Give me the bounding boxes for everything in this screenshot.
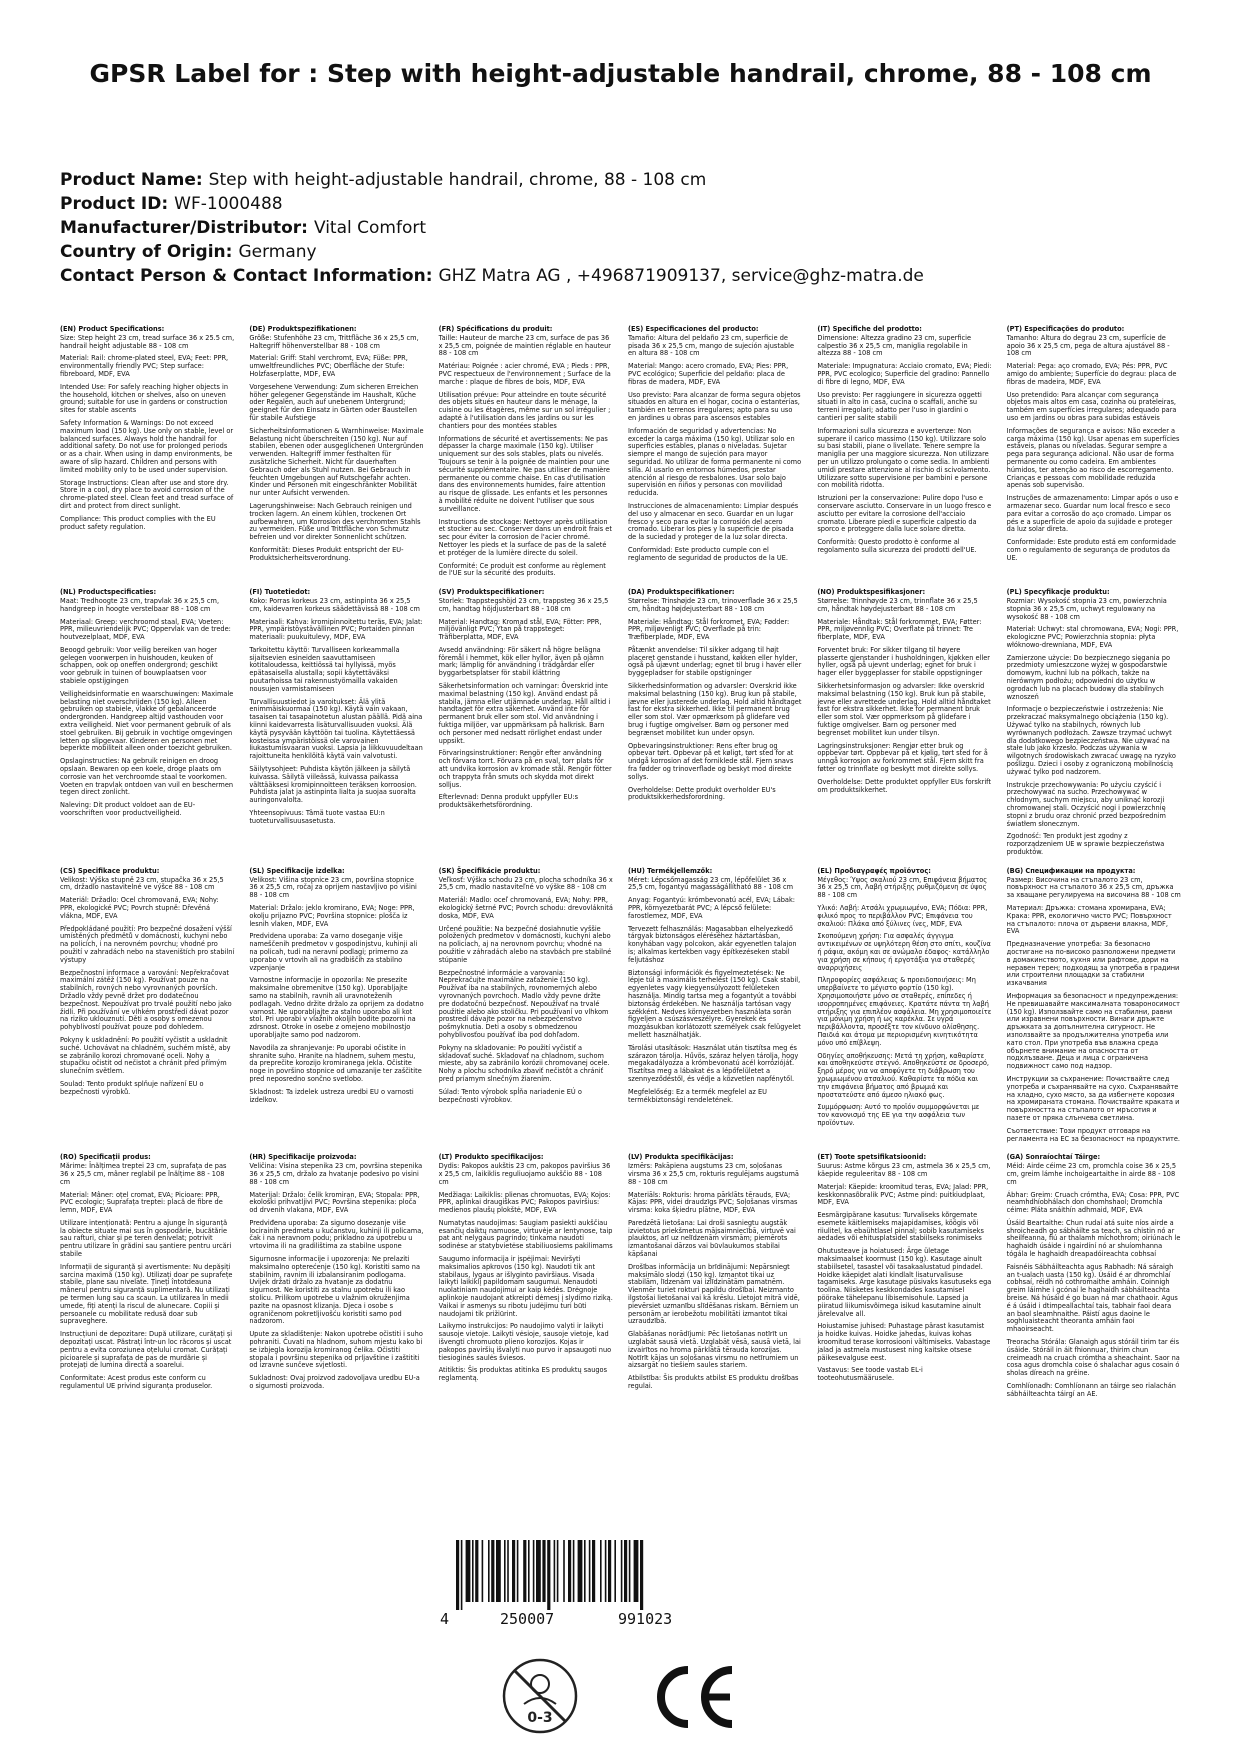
section-paragraph: Συμμόρφωση: Αυτό το προϊόν συμμορφώνεται με τον κανονισμό της ΕΕ για την ασφάλεια των προϊόντων.: [817, 1103, 980, 1127]
spec-section: [1007, 326, 1181, 583]
barcode-bar: [491, 1540, 494, 1602]
barcode-bar: [523, 1540, 526, 1602]
section-paragraph: Instrukcje przechowywania: Po użyciu czyścić i przechowywać na sucho. Przechowywać w chłodnym, suchym miejscu, aby uniknąć korozji chromowanej stali. Oczyścić nogi i powierzchnię stopni z brudu oraz chronić przed bezpośrednim światłem słonecznym.: [1006, 780, 1166, 828]
section-paragraph: Saugumo informacija ir įspėjimai: Neviršyti maksimalios apkrovos (150 kg). Naudoti tik ant stabilaus, lygaus ar išlyginto paviršiaus. Visada laikyti laikiklį papildomam saugumui. Nenaudoti nuolatiniam naudojimui ar kaip kėdės. Drėgnoje aplinkoje naudojant atkreipti dėmesį į slydimo riziką. Vaikai ir asmenys su ribotu judėjimu turi būti naudojami tik prižiūrint.: [438, 1255, 613, 1318]
section-paragraph: Utilisation prévue: Pour atteindre en toute sécurité des objets situés en hauteur dans le ménage, la cuisine ou les étagères, même sur un sol irrégulier ; adapté à l'utilisation dans les jardins ou sur les chantiers pour des montées stables: [438, 390, 611, 430]
section-paragraph: Faisnéis Sábháilteachta agus Rabhadh: Ná sáraigh an t-ualach uasta (150 kg). Úsáid é ar dhromchlaí cobhsaí, réidh nó cothromaithe amháin. Coinnigh greim láimhe i gcónaí le haghaidh sábháilteachta breise. Ná húsáid é go buan ná mar chathaoir. Agus é á úsáid i dtimpeallachtaí tais, tabhair faoi deara an baol sleamhnaithe. Páistí agus daoine le soghluaisteacht theoranta amháin faoi mhaoirseacht.: [1006, 1262, 1178, 1334]
section-paragraph: Anyag: Fogantyú: krómbevonatú acél, EVA; Lábak: PPR, környezetbarát PVC; A lépcső felülete: farostlemez, MDF, EVA: [627, 896, 796, 920]
info-value: WF-1000488: [174, 194, 283, 214]
barcode-bar: [482, 1540, 484, 1602]
section-paragraph: Tervezett felhasználás: Magasabban elhelyezkedő tárgyak biztonságos eléréséhez háztartásban, konyhában vagy polcokon, akár egyenetlen talajon is; alkalmas kertekben vagy építkezéseken stabil feljutáshoz: [627, 924, 797, 964]
section-paragraph: Velikost: Výška stupně 23 cm, stupačka 36 x 25,5 cm, držadlo nastavitelné ve výšce 88 - 108 cm: [60, 875, 224, 892]
section-paragraph: Utilizare intenționată: Pentru a ajunge în siguranță la obiecte situate mai sus în gospodărie, bucătărie sau rafturi, chiar și pe teren denivelat; potrivit pentru utilizare în grădini sau șantiere pentru urcări stabile: [60, 1218, 232, 1259]
spec-section: [628, 589, 802, 862]
section-heading: (SV) Produktspecifikationer:: [438, 588, 545, 597]
section-heading: (FR) Spécifications du produit:: [438, 325, 553, 333]
section-paragraph: Predvidena uporaba: Za varno doseganje višje nameščenih predmetov v gospodinjstvu, kuhinji ali na policah, tudi na neravni podlagi; primerno za uporabo v vrtovih ali na gradbiščih za stabilno vzpenjanje: [249, 932, 418, 972]
section-paragraph: Drošības informācija un brīdinājumi: Nepārsniegt maksimālo slodzi (150 kg). Izmantot tikai uz stabilām, līdzenām vai izlīdzinātām pamatnēm. Vienmēr turiet rokturi papildu drošībai. Neizmanto ilgstošai lietošanai vai kā krēslu. Lietojot mitrā vidē, pievērsiet uzmanību slīdēšanas riskam. Bērniem un personām ar ierobežotu mobilitāti izmantot tikai uzraudzībā.: [627, 1262, 800, 1326]
section-paragraph: Informații de siguranță și avertismente: Nu depășiți sarcina maximă (150 kg). Utilizați doar pe suprafețe stabile, plane sau nivelate. Țineți întotdeauna mânerul pentru siguranță suplimentară. Nu utilizați pe termen lung sau ca scaun. La utilizarea în medii umede, fiți atenți la riscul de alunecare. Copiii și persoanele cu mobilitate redusă doar sub supraveghere.: [60, 1262, 233, 1326]
age-0-3-warning-icon: [500, 1656, 580, 1736]
section-paragraph: Material: Pega: aço cromado, EVA; Pés: PPR, PVC amigo do ambiente; Superfície do degrau: placa de fibras de madeira, MDF, EVA: [1006, 362, 1177, 386]
section-paragraph: Matériau: Poignée : acier chromé, EVA ; Pieds : PPR, PVC respectueux de l'environnement ; Surface de la marche : plaque de fibres de bois, MDF, EVA: [438, 362, 611, 386]
section-heading: (EL) Προδιαγραφές προϊόντος:: [817, 866, 931, 875]
language-sections: [60, 326, 1181, 1530]
section-heading: (LT) Produkto specifikacijos:: [438, 1153, 544, 1162]
info-label: Country of Origin:: [60, 242, 233, 262]
section-paragraph: Съответствие: Този продукт отговаря на регламента на ЕС за безопасност на продуктите.: [1006, 1126, 1180, 1143]
section-paragraph: Veľkosť: Výška schodu 23 cm, plocha schodníka 36 x 25,5 cm, madlo nastaviteľné vo výške 88 - 108 cm: [438, 875, 613, 892]
section-paragraph: Μέγεθος: Ύψος σκαλιού 23 cm, Επιφάνεια βήματος 36 x 25,5 cm, Λαβή στήριξης ρυθμιζόμενη σε ύψος 88 - 108 cm: [817, 875, 988, 900]
section-paragraph: Bezpečnostné informácie a varovania: Neprekračujte maximálne zaťaženie (150 kg). Používať iba na stabilných, rovnomerných alebo vyrovnaných povrchoch. Madlo vždy pevne držte pre dodatočnú bezpečnosť. Nepoužívať na trvalé použitie alebo ako stoličku. Pri používaní vo vlhkom prostredí dávajte pozor na nebezpečenstvo pošmyknutia. Deti a osoby s obmedzenou pohyblivosťou používať iba pod dohľadom.: [438, 968, 609, 1039]
section-paragraph: Οδηγίες αποθήκευσης: Μετά τη χρήση, καθαρίστε και αποθηκεύστε στεγνό. Αποθηκεύστε σε δροσερό, ξηρό μέρος για να αποφύγετε τη διάβρωση του χρωμιωμένου ατσαλιού. Καθαρίστε τα πόδια και την επιφάνεια βήματος από βρωμιά και προστατεύστε από άμεσο ηλιακό φως.: [817, 1051, 990, 1099]
section-paragraph: Ábhar: Greim: Cruach crómtha, EVA; Cosa: PPR, PVC neamhdhíobhálach don chomhshaol; Dromchla céime: Pláta snáithín adhmaid, MDF, EVA: [1006, 1190, 1180, 1215]
section-paragraph: Tamaño: Altura del peldaño 23 cm, superficie de pisada 36 x 25,5 cm, mango de sujeción ajustable en altura 88 - 108 cm: [627, 333, 795, 358]
section-heading: (HU) Termékjellemzők:: [627, 866, 713, 875]
info-value: Vital Comfort: [313, 218, 426, 238]
section-paragraph: Instructions de stockage: Nettoyer après utilisation et stocker au sec. Conserver dans un endroit frais et sec pour éviter la corrosion de l'acier chromé. Nettoyer les pieds et la surface de pas de la saleté et protéger de la lumière directe du soleil.: [438, 517, 612, 557]
section-paragraph: Biztonsági információk és figyelmeztetések: Ne lépje túl a maximális terhelést (150 kg). Csak stabil, egyenletes vagy kiegyensúlyozott felületeken használja. Mindig tartsa meg a fogantyút a további biztonság érdekében. Ne használja tartósan vagy székként. Nedves környezetben használata során figyeljen a csúszásveszélyre. Gyerekek és mozgásukban korlátozott személyek csak felügyelet mellett használhatják.: [627, 968, 801, 1039]
section-paragraph: Hoiustamise juhised: Puhastage pärast kasutamist ja hoidke kuivas. Hoidke jahedas, kuivas kohas kroomitud terase korrosiooni vältimiseks. Vabastage jalad ja astmela mustusest ning kaitske otsese päikesevalguse eest.: [817, 1322, 991, 1362]
barcode-bar: [488, 1540, 490, 1602]
section-paragraph: Glabāšanas norādījumi: Pēc lietošanas notīrīt un uzglabāt sausā vietā. Uzglabāt vēsā, sausā vietā, lai izvairītos no hroma pārklātā tērauda korozijas. Notīrīt kājas un soļošanas virsmu no netīrumiem un aizsargāt no tiešiem saules stariem.: [627, 1330, 801, 1370]
section-paragraph: Dimensione: Altezza gradino 23 cm, superficie calpestio 36 x 25,5 cm, maniglia regolabile in altezza 88 - 108 cm: [817, 333, 972, 358]
section-paragraph: Informacje o bezpieczeństwie i ostrzeżenia: Nie przekraczać maksymalnego obciążenia (150 kg). Używać tylko na stabilnych, równych lub wyrównanych podłożach. Zawsze trzymać uchwyt dla dodatkowego bezpieczeństwa. Nie używać na stałe lub jako krzesło. Podczas używania w wilgotnych środowiskach zwracać uwagę na ryzyko poślizgu. Dzieci i osoby z ograniczoną mobilnością używać tylko pod nadzorem.: [1006, 705, 1176, 776]
section-paragraph: Materiale: Håndtag: Stål forkromet, EVA; Fødder: PPR, miljøvenligt PVC; Overflade på trin: Træfiberplade, MDF, EVA: [627, 617, 790, 642]
section-paragraph: Zgodność: Ten produkt jest zgodny z rozporządzeniem UE w sprawie bezpieczeństwa produktów.: [1006, 832, 1165, 857]
section-paragraph: Información de seguridad y advertencias: No exceder la carga máxima (150 kg). Utilizar solo en superficies estables, planas o niveladas. Sujetar siempre el mango de sujeción para mayor seguridad. No utilizar de forma permanente ni como silla. Al usarlo en entornos húmedos, prestar atención al riesgo de resbalones. Usar solo bajo supervisión en niños y personas con movilidad reducida.: [627, 426, 802, 498]
section-paragraph: Méret: Lépcsőmagasság 23 cm, lépőfelület 36 x 25,5 cm, fogantyú magasságállítható 88 - 108 cm: [627, 875, 794, 892]
section-paragraph: Medžiaga: Laikiklis: plienas chromuotas, EVA; Kojos: PPR, aplinkai draugiškas PVC; Pakopos paviršius: medienos plaušų plokštė, MDF, EVA: [438, 1190, 611, 1215]
section-paragraph: Størrelse: Trinnhøyde 23 cm, trinnflate 36 x 25,5 cm, håndtak høydejusterbart 88 - 108 cm: [817, 596, 978, 613]
section-paragraph: Avsedd användning: För säkert nå högre belägna föremål i hemmet, kök eller hyllor, även på ojämn mark; lämplig för användning i trädgårdar eller byggarbetsplatser för stabil klättring: [438, 645, 604, 678]
barcode-bar: [547, 1540, 550, 1610]
section-paragraph: Maat: Tredhoogte 23 cm, trapvlak 36 x 25,5 cm, handgreep in hoogte verstelbaar 88 - 108 cm: [60, 596, 220, 613]
section-paragraph: Υλικό: Λαβή: Ατσάλι χρωμιωμένο, EVA; Πόδια: PPR, φιλικό προς το περιβάλλον PVC; Επιφάνεια του σκαλιού: Πλάκα από ξύλινες ίνες, MDF, EVA: [817, 904, 988, 928]
barcode-bar: [504, 1540, 506, 1602]
section-paragraph: Eesmärgipärane kasutus: Turvaliseks kõrgemate esemete käitlemiseks majapidamises, köögis või riiulitel, ka ebaühtlasel pinnal; sobib kasutamiseks aedades või ehitusplatsidel stabiilseks ronimiseks: [817, 1211, 984, 1243]
barcode-bar: [466, 1540, 471, 1602]
section-paragraph: Materiāls: Rokturis: hroma pārklāts tērauds, EVA; Kājas: PPR, videi draudzīgs PVC; Soļošanas virsmas virsma: koka šķiedru plātne, MDF, EVA: [627, 1190, 798, 1215]
section-paragraph: Předpokládané použití: Pro bezpečné dosažení výšší umístěných předmětů v domácnosti, kuchyni nebo na policích, i na nerovném povrchu; vhodné pro použití v zahradách nebo na staveništích pro stabilní výstupy: [60, 924, 235, 964]
section-paragraph: Material: Mâner: oțel cromat, EVA; Picioare: PPR, PVC ecologic; Suprafața treptei: placă de fibre de lemn, MDF, EVA: [60, 1190, 223, 1215]
section-paragraph: Atbilstība: Šis produkts atbilst ES produktu drošības regulai.: [627, 1374, 799, 1391]
section-paragraph: Materjal: Käepide: kroomitud teras, EVA; Jalad: PPR, keskkonnasõbralik PVC; Astme pind: puitkiudplaat, MDF, EVA: [817, 1182, 989, 1207]
barcode-bar: [584, 1540, 586, 1602]
section-paragraph: Tamanho: Altura do degrau 23 cm, superfície de apoio 36 x 25,5 cm, pega de altura ajustável 88 - 108 cm: [1006, 333, 1170, 358]
product-name-row: [60, 168, 1181, 192]
section-paragraph: Upute za skladištenje: Nakon upotrebe očistiti i suho pohraniti. Čuvati na hladnom, suhom mjestu kako bi se izbjegla korozija kromiranog čelika. Očistiti stopala i površinu stepenika od prljavštine i zaštititi od izravne sunčeve svjetlosti.: [249, 1330, 423, 1370]
section-paragraph: Förvaringsinstruktioner: Rengör efter användning och förvara torrt. Förvara på en sval, torr plats för att undvika korrosion av kromade stål. Rengör fötter och trappyta från smuts och skydda mot direkt solljus.: [438, 749, 612, 789]
section-paragraph: Информация за безопасност и предупреждения: Не превишавайте максималната товароносимост (150 kg). Използвайте само на стабилни, равни или изравнени повърхности. Винаги дръжте дръжката за допълнителна сигурност. Не използвайте за продължителна употреба или като стол. При употреба във влажна среда обърнете внимание на опасността от подхлъзване. Деца и лица с ограничена подвижност само под надзор.: [1006, 991, 1180, 1071]
section-paragraph: Storage Instructions: Clean after use and store dry. Store in a cool, dry place to avoid corrosion of the chrome-plated steel. Clean feet and tread surface of dirt and protect from direct sunlight.: [60, 478, 234, 510]
barcode-bar: [557, 1540, 559, 1602]
spec-section: [817, 868, 991, 1149]
section-paragraph: Materiał: Uchwyt: stal chromowana, EVA; Nogi: PPR, ekologiczne PVC; Powierzchnia stopnia: płyta włóknowo-drewniana, MDF, EVA: [1006, 625, 1179, 649]
info-label: Contact Person & Contact Information:: [60, 266, 433, 286]
section-paragraph: Размер: Височина на стъпалото 23 cm, повърхност на стъпалото 36 x 25,5 cm, дръжка за хващане регулируема на височина 88 - 108 cm: [1006, 875, 1181, 900]
section-paragraph: Zamierzone użycie: Do bezpiecznego sięgania po przedmioty umieszczone wyżej w gospodarstwie domowym, kuchni lub na półkach, także na nierównym podłożu; odpowiedni do użytku w ogrodach lub na placach budowy dla stabilnych wznoszeń: [1006, 653, 1170, 701]
section-paragraph: Størrelse: Trinshøjde 23 cm, trinoverflade 36 x 25,5 cm, håndtag højdejusterbart 88 - 108 cm: [627, 596, 798, 613]
section-paragraph: Yhteensopivuus: Tämä tuote vastaa EU:n tuoteturvallisuusasetusta.: [249, 809, 385, 825]
barcode-bar: [600, 1540, 602, 1602]
barcode-bar: [528, 1540, 530, 1602]
section-paragraph: Numatytas naudojimas: Saugiam pasiekti aukščiau esančių daiktų namuose, virtuvėje ar lentynose, taip pat ant nelygaus pagrindo; tinkama naudoti sodinėse ar statybvietėse stabiliuosiems pakilimams: [438, 1218, 613, 1251]
section-paragraph: Ohutusteave ja hoiatused: Ärge ületage maksimaalset koormust (150 kg). Kasutage ainult stabiilsetel, tasastel või tasakaalustatud pindadel. Hoidke käepidet alati kindlalt lisaturvalisuse tagamiseks. Ärge kasutage püsivaks kasutuseks ega toolina. Niisketes keskkondades kasutamisel pöörake tähelepanu libisemisohule. Lapsed ja piiratud liikumisvõimega isikud kasutamine ainult järelevalve all.: [817, 1247, 992, 1318]
spec-section: [60, 589, 234, 862]
section-paragraph: Opslaginstructies: Na gebruik reinigen en droog opslaan. Bewaren op een koele, droge plaats om corrosie van het verchroomde staal te voorkomen. Voeten en trapvlak ontdoen van vuil en beschermen tegen direct zonlicht.: [60, 757, 234, 797]
section-paragraph: Sikkerhetsinformasjon og advarsler: Ikke overskrid maksimal belastning (150 kg). Bruk kun på stabile, jevne eller avrettede underlag. Hold alltid håndtaket fast for ekstra sikkerhet. Ikke for permanent bruk eller som stol. Vær oppmerksom på glidefare i fuktige omgivelser. Barn og personer med begrenset mobilitet kun under tilsyn.: [817, 682, 991, 737]
section-paragraph: Instrucciones de almacenamiento: Limpiar después del uso y almacenar en seco. Guardar en un lugar fresco y seco para evitar la corrosión del acero cromado. Liberar los pies y la superficie de pisada de la suciedad y proteger de la luz solar directa.: [627, 501, 799, 542]
section-paragraph: Méid: Airde céime 23 cm, promchla coise 36 x 25,5 cm, greim lámhe inchoigeartaithe in airde 88 - 108 cm: [1006, 1162, 1177, 1186]
section-paragraph: Material: Mango: acero cromado, EVA; Pies: PPR, PVC ecológico; Superficie del peldaño: placa de fibras de madera, MDF, EVA: [627, 362, 789, 386]
section-heading: (PT) Especificações do produto:: [1006, 325, 1125, 333]
section-paragraph: Σκοπούμενη χρήση: Για ασφαλές άγγιγμα αντικειμένων σε υψηλότερη θέση στο σπίτι, κουζίνα ή ράφια, ακόμη και σε ανώμαλο έδαφος· κατάλληλο για χρήση σε κήπους ή εργοτάξια για σταθερές αναρριχήσεις: [817, 932, 991, 972]
section-heading: (IT) Specifiche del prodotto:: [817, 325, 922, 333]
section-paragraph: Säkerhetsinformation och varningar: Överskrid inte maximal belastning (150 kg). Använd endast på stabila, jämna eller utjämnade underlag. Håll alltid i handtaget för extra säkerhet. Använd inte för permanent bruk eller som stol. Vid användning i fuktiga miljöer, var uppmärksam på halkrisk. Barn och personer med nedsatt rörlighet endast under uppsikt.: [438, 682, 611, 745]
barcode-bar: [578, 1540, 583, 1602]
section-paragraph: Taille: Hauteur de marche 23 cm, surface de pas 36 x 25,5 cm, poignée de maintien réglable en hauteur 88 - 108 cm: [438, 333, 611, 358]
section-paragraph: Informazioni sulla sicurezza e avvertenze: Non superare il carico massimo (150 kg). Utilizzare solo su basi stabili, piane o livellate. Tenere sempre la maniglia per una maggiore sicurezza. Non utilizzare per un utilizzo prolungato o come sedia. In ambienti umidi prestare attenzione al rischio di scivolamento. Utilizzare sotto supervisione per bambini e persone con mobilità ridotta.: [817, 426, 991, 490]
section-paragraph: Materiale: Håndtak: Stål forkrommet, EVA; Føtter: PPR, miljøvennlig PVC; Overflate på trinnet: Tre fiberplate, MDF, EVA: [817, 617, 982, 642]
section-heading: (GA) Sonraíochtaí Táirge:: [1006, 1153, 1101, 1162]
section-paragraph: Určené použitie: Na bezpečné dosiahnutie vyššie položených predmetov v domácnosti, kuchyni alebo na policiach, aj na nerovnom povrchu; vhodné na použitie v záhradách alebo na stavbách pre stabilné stúpanie: [438, 924, 612, 964]
section-paragraph: Sukladnost: Ovaj proizvod zadovoljava uredbu EU-a o sigurnosti proizvoda.: [249, 1374, 420, 1391]
section-paragraph: Bezpečnostní informace a varování: Nepřekračovat maximální zátěž (150 kg). Používat pouze na stabilních, rovných nebo vyrovnaných površích. Držadlo vždy pevně držet pro dodatečnou bezpečnost. Nepoužívat pro trvalé použití nebo jako židli. Při používání ve vlhkém prostředí dávat pozor na riziko uklouznutí. Děti a osoby s omezenou pohyblivostí používat pouze pod dohledem.: [60, 968, 232, 1032]
section-paragraph: Efterlevnad: Denna produkt uppfyller EU:s produktsäkerhetsförordning.: [438, 793, 579, 810]
section-paragraph: Naleving: Dit product voldoet aan de EU-voorschriften voor productveiligheid.: [60, 801, 196, 818]
section-paragraph: Varnostne informacije in opozorila: Ne presezite maksimalne obremenitve (150 kg). Uporabljajte samo na stabilnih, ravnih ali uravnoteženih podlagah. Vedno držite držalo za oprijem za dodatno varnost. Ne uporabljajte za stalno uporabo ali kot stol. Pri uporabi v vlažnih okoljih bodite pozorni na zdrsnost. Otroke in osebe z omejeno mobilnostjo uporabljajte samo pod nadzorom.: [249, 976, 424, 1039]
section-paragraph: Lagerungshinweise: Nach Gebrauch reinigen und trocken lagern. An einem kühlen, trockenen Ort aufbewahren, um Korrosion des verchromten Stahls zu vermeiden. Füße und Trittfläche von Schmutz befreien und vor direkter Sonnenlicht schützen.: [249, 501, 421, 542]
spec-section: [628, 326, 802, 583]
section-paragraph: Predviđena uporaba: Za sigurno dosezanje više locirainih predmeta u kućanstvu, kuhinji ili policama, čak i na neravnom podu; prikladno za upotrebu u vrtovima ili na gradilištima za stabilne uspone: [249, 1218, 424, 1251]
section-paragraph: Compliance: This product complies with the EU product safety regulation.: [60, 514, 216, 531]
section-paragraph: Úsáid Beartaithe: Chun rudaí atá suite níos airde a shroicheadh go sábháilte sa teach, sa chistin nó ar sheilfeanna, fiú ar thalamh míchothrom; oiriúnach le haghaidh úsáide i ngairdíní nó ar shuíomhanna tógála le haghaidh dreapadóireachta cobhsaí: [1006, 1218, 1181, 1259]
spec-section: [249, 1154, 423, 1403]
section-heading: (SK) Špecifikácie produktu:: [438, 866, 541, 875]
spec-section: [439, 326, 613, 583]
section-paragraph: Sigurnosne informacije i upozorenja: Ne prelaziti maksimalno opterećenje (150 kg). Koristiti samo na stabilnim, ravnim ili izbalansiranim podlogama. Uvijek držati držalo za hvatanje za dodatnu sigurnost. Ne koristiti za stalnu upotrebu ili kao stolicu. Prilikom upotrebe u vlažnim okruženjima pazite na opasnost klizanja. Djeca i osobe s ograničenom pokretljivošću koristiti samo pod nadzorom.: [249, 1255, 421, 1326]
section-heading: (NO) Produktspesifikasjoner:: [817, 588, 926, 597]
section-paragraph: Paredzētā lietošana: Lai droši sasniegtu augstāk izvietotus priekšmetus mājsaimniecībā, virtuvē vai plauktos, arī uz nelīdzenām virsmām; piemērots izmantošanai dārzos vai būvlaukumos stabilai kāpšanai: [627, 1218, 796, 1259]
section-heading: (PL) Specyfikacje produktu:: [1006, 588, 1110, 597]
section-paragraph: Sicherheitsinformationen & Warnhinweise: Maximale Belastung nicht überschreiten (150 kg). Nur auf stabilen, ebenen oder ausgeglichenen Untergründen verwenden. Haltegriff immer festhalten für zusätzliche Sicherheit. Nicht für dauerhaften Gebrauch oder als Stuhl nutzen. Bei Gebrauch in feuchten Umgebungen auf Rutschgefahr achten. Kinder und Personen mit eingeschränkter Mobilität nur unter Aufsicht verwenden.: [249, 426, 424, 498]
section-paragraph: Größe: Stufenhöhe 23 cm, Trittfläche 36 x 25,5 cm, Haltegriff höhenverstellbar 88 - 108 cm: [249, 333, 419, 350]
barcode-bar: [563, 1540, 565, 1602]
info-value: GHZ Matra AG , +496871909137, service@ghz-matra.de: [438, 266, 924, 286]
spec-section: [439, 589, 613, 862]
barcode-bar: [456, 1540, 459, 1610]
section-paragraph: Materiál: Madlo: oceľ chromovaná, EVA; Nohy: PPR, ekologický šetrné PVC; Povrch schodu: drevovláknitá doska, MDF, EVA: [438, 896, 613, 920]
barcode-right-digits: 991023: [618, 1610, 673, 1628]
spec-section: [1007, 868, 1181, 1149]
section-paragraph: Uso previsto: Per raggiungere in sicurezza oggetti situati in alto in casa, cucina o scaffali, anche su terreni irregolari; adatto per l'uso in giardini o cantieri per salite stabili: [817, 390, 982, 422]
section-paragraph: Beoogd gebruik: Voor veilig bereiken van hoger gelegen voorwerpen in huishouden, keuken of schappen, ook op oneffen ondergrond; geschikt voor gebruik in tuinen of bouwplaatsen voor stabiele opstijgingen: [60, 645, 218, 686]
section-paragraph: Treoracha Stórála: Glanaigh agus stóráil tirim tar éis úsáide. Stóráil in áit fhionnuar, thirim chun creimeadh na cruach crómtha a sheachaint. Saor na cosa agus dromchla coise ó shalachar agus cosain ó sholas díreach na gréine.: [1006, 1338, 1180, 1378]
section-paragraph: Sikkerhedsinformation og advarsler: Overskrid ikke maksimal belastning (150 kg). Brug kun på stabile, jævne eller justerede underlag. Hold altid håndtaget fast for ekstra sikkerhed. Ikke til permanent brug eller som stol. Vær opmærksom på glidefare ved brug i fugtige omgivelser. Børn og personer med begrænset mobilitet kun under opsyn.: [627, 682, 802, 737]
section-heading: (HR) Specifikacije proizvoda:: [249, 1153, 357, 1162]
barcode-bar: [542, 1540, 545, 1602]
barcode-bar: [507, 1540, 509, 1602]
section-paragraph: Vorgesehene Verwendung: Zum sicheren Erreichen höher gelegener Gegenstände im Haushalt, Küche oder Regalen, auch auf unebenem Untergrund; geeignet für den Einsatz in Gärten oder Baustellen für stabile Aufstiege: [249, 382, 419, 422]
section-paragraph: Rozmiar: Wysokość stopnia 23 cm, powierzchnia stopnia 36 x 25,5 cm, uchwyt regulowany na wysokość 88 - 108 cm: [1006, 596, 1167, 621]
section-paragraph: Instruções de armazenamento: Limpar após o uso e armazenar seco. Guardar num local fresco e seco para evitar a corrosão do aço cromado. Limpar os pés e a superfície de apoio da sujidade e proteger da luz solar direta.: [1006, 494, 1179, 534]
section-paragraph: Materiale: Impugnatura: Acciaio cromato, EVA; Piedi: PPR, PVC ecologico; Superficie del gradino: Pannello di fibre di legno, MDF, EVA: [817, 362, 992, 386]
section-paragraph: Conformidade: Este produto está em conformidade com o regulamento de segurança de produtos da UE.: [1006, 538, 1176, 562]
section-heading: (NL) Productspecificaties:: [60, 588, 157, 597]
section-paragraph: Soulad: Tento produkt splňuje nařízení EU o bezpečnosti výrobků.: [60, 1079, 204, 1096]
section-paragraph: Informations de sécurité et avertissements: Ne pas dépasser la charge maximale (150 kg). Utiliser uniquement sur des sols stables, plats ou nivelés. Toujours se tenir à la poignée de maintien pour une sécurité supplémentaire. Ne pas utiliser de manière permanente ou comme chaise. En cas d'utilisation dans des environnements humides, faire attention au risque de glissade. Les enfants et les personnes à mobilité réduite ne doivent l'utiliser que sous surveillance.: [438, 434, 610, 513]
barcode-bar: [608, 1540, 611, 1602]
barcode-bar: [589, 1540, 591, 1602]
spec-section: [249, 326, 423, 583]
spec-section: [439, 868, 613, 1149]
barcode-bar: [614, 1540, 616, 1602]
spec-section: [1007, 1154, 1181, 1403]
barcode-bar: [621, 1540, 623, 1602]
section-paragraph: Atitiktis: Šis produktas atitinka ES produktų saugos reglamentą.: [438, 1366, 608, 1383]
section-paragraph: Uso previsto: Para alcanzar de forma segura objetos situados en altura en el hogar, cocina o estanterías, también en terrenos irregulares; apto para su uso en jardines u obras para ascensos estables: [627, 390, 801, 422]
section-heading: (ET) Toote spetsifikatsioonid:: [817, 1153, 927, 1162]
section-paragraph: Veiligheidsinformatie en waarschuwingen: Maximale belasting niet overschrijden (150 kg). Alleen gebruiken op stabiele, vlakke of gebalanceerde ondergronden. Handgreep altijd vasthouden voor extra veiligheid. Niet voor permanent gebruik of als stoel gebruiken. Bij gebruik in vochtige omgevingen letten op slipgevaar. Kinderen en personen met beperkte mobiliteit alleen onder toezicht gebruiken.: [60, 689, 234, 753]
section-paragraph: Pokyny k uskladnění: Po použití vyčistit a uskladnit suché. Uchovávat na chladném, suchém místě, aby se zabránilo korozi chromované oceli. Nohy a stupačku očistit od nečistot a chránit před přímým slunečním světlem.: [60, 1035, 231, 1076]
section-paragraph: Material: Držalo: jeklo kromirano, EVA; Noge: PPR, okolju prijazno PVC; Površina stopnice: plošča iz lesnih vlaken, MDF, EVA: [249, 904, 415, 928]
section-heading: (DE) Produktspezifikationen:: [249, 325, 357, 333]
section-paragraph: Storlek: Trappstegshöjd 23 cm, trappsteg 36 x 25,5 cm, handtag höjdjusterbart 88 - 108 cm: [438, 596, 609, 613]
ce-mark-icon: [650, 1662, 740, 1732]
info-label: Product ID:: [60, 194, 169, 214]
section-paragraph: Materiaal: Greep: verchroomd staal, EVA; Voeten: PPR, milieuvriendelijk PVC; Oppervlak van de trede: houtvezelplaat, MDF, EVA: [60, 617, 231, 642]
section-paragraph: Material: Rail: chrome-plated steel, EVA; Feet: PPR, environmentally friendly PVC; Step surface: fibreboard, MDF, EVA: [60, 354, 229, 378]
section-paragraph: Skladnost: Ta izdelek ustreza uredbi EU o varnosti izdelkov.: [249, 1087, 414, 1104]
section-paragraph: Comhlíonadh: Comhlíonann an táirge seo rialachán sábháilteachta táirgí an AE.: [1006, 1382, 1176, 1398]
barcode-bar: [475, 1540, 478, 1602]
info-label: Product Name:: [60, 170, 203, 190]
spec-section: [439, 1154, 613, 1403]
barcode-bar: [512, 1540, 515, 1602]
section-paragraph: Laikymo instrukcijos: Po naudojimo valyti ir laikyti sausoje vietoje. Laikyti vėsioje, sausoje vietoje, kad išvengti chromuoto plieno korozijos. Kojas ir pakopos paviršių išvalyti nuo purvo ir apsaugoti nuo tiesioginės saulės šviesos.: [438, 1322, 612, 1362]
section-paragraph: Turvallisuustiedot ja varoitukset: Älä ylitä enimmäiskuormaa (150 kg). Käytä vain vakaan, tasaisen tai tasapainotetun alustan päällä. Pidä aina kiinni kaidevarresta lisäturvallisuuden vuoksi. Älä käytä pysyvään käyttöön tai tuolina. Käytettäessä kosteissa ympäristöissä ole varovainen liukastumisvaaran vuoksi. Lapsia ja liikkuvuudeltaan rajoittuneita henkilöitä käytä vain valvotusti.: [249, 697, 423, 761]
section-paragraph: Conformité: Ce produit est conforme au règlement de l'UE sur la sécurité des produits.: [438, 561, 606, 578]
spec-section: [60, 326, 234, 583]
section-paragraph: Overholdelse: Dette produktet oppfyller EUs forskrift om produktsikkerhet.: [817, 777, 991, 794]
barcode-first-digit: 4: [440, 1610, 450, 1628]
section-paragraph: Veličina: Visina stepenika 23 cm, površina stepenika 36 x 25,5 cm, držalo za hvatanje podesivo po visini 88 - 108 cm: [249, 1162, 423, 1186]
barcode-bars: [440, 1540, 740, 1610]
barcode-left-digits: 250007: [500, 1610, 555, 1628]
section-heading: (RO) Specificații produs:: [60, 1153, 151, 1162]
spec-section: [628, 868, 802, 1149]
contact-row: [60, 264, 1181, 288]
spec-section: [817, 326, 991, 583]
section-paragraph: Koko: Porras korkeus 23 cm, astinpinta 36 x 25,5 cm, kaidevarren korkeus säädettävissä 88 - 108 cm: [249, 596, 420, 613]
section-paragraph: Materiál: Držadlo: Ocel chromovaná, EVA; Nohy: PPR, ekologické PVC; Povrch stupně: Dřevěná vlákna, MDF, EVA: [60, 896, 219, 920]
spec-section: [60, 868, 234, 1149]
section-paragraph: Vastavus: See toode vastab EL-i tooteohutusmäärusele.: [817, 1366, 923, 1383]
barcode-bar: [536, 1540, 541, 1602]
section-heading: (LV) Produkta specifikācijas:: [627, 1153, 734, 1162]
section-paragraph: Πληροφορίες ασφάλειας & προειδοποιήσεις: Μη υπερβαίνετε το μέγιστο φορτίο (150 kg). Χρησιμοποιήστε μόνο σε σταθερές, επίπεδες ή ισορροπημένες επιφάνειες. Κρατάτε πάντα τη λαβή στήριξης για επιπλέον ασφάλεια. Μη χρησιμοποιείτε για μόνιμη χρήση ή ως καρέκλα. Σε υγρά περιβάλλοντα, προσέξτε τον κίνδυνο ολίσθησης. Παιδιά και άτομα με περιορισμένη κινητικότητα μόνο υπό επίβλεψη.: [817, 976, 992, 1047]
spec-section: [817, 1154, 991, 1403]
info-label: Manufacturer/Distributor:: [60, 218, 308, 238]
section-paragraph: Intended Use: For safely reaching higher objects in the household, kitchen or shelves, also on uneven ground; suitable for use in gardens or construction sites for stable ascents: [60, 382, 229, 415]
section-paragraph: Megfelelőség: Ez a termék megfelel az EU termékbiztonsági rendeletének.: [627, 1087, 767, 1104]
barcode-bar: [496, 1540, 501, 1602]
section-paragraph: Lagringsinstruksjoner: Rengjør etter bruk og oppbevar tørt. Oppbevar på et kjølig, tørt sted for å unngå korrosjon av forkrommet stål. Fjern skitt fra føtter og trinnflate og beskytt mot direkte sollys.: [817, 741, 988, 774]
spec-section: [628, 1154, 802, 1403]
section-heading: (BG) Спецификации на продукта:: [1006, 866, 1136, 875]
section-paragraph: Material: Handtag: Kromad stål, EVA; Fötter: PPR, miljövänligt PVC; Ytan på trappsteget: Träfiberplatta, MDF, EVA: [438, 617, 602, 642]
section-paragraph: Istruzioni per la conservazione: Pulire dopo l'uso e conservare asciutto. Conservare in un luogo fresco e asciutto per evitare la corrosione dell'acciaio cromato. Liberare piedi e superficie calpestio da sporco e proteggere dalla luce solare diretta.: [817, 494, 992, 534]
section-paragraph: Conformidad: Este producto cumple con el reglamento de seguridad de productos de la UE.: [627, 545, 788, 562]
section-paragraph: Materiaali: Kahva: kromipinnoitettu teräs, EVA; Jalat: PPR, ympäristöystävällinen PVC; Portaiden pinnan materiaali: puukuitulevy, MDF, EVA: [249, 617, 423, 642]
section-paragraph: Tarkoitettu käyttö: Turvalliseen korkeammalla sijaitsevien esineiden saavuttamiseen kotitaloudessa, keittiössä tai hyllyissä, myös epätasaisella alustalla; sopii käytettäväksi puutarhoissa tai rakennustyömailla vakaiden nousujen varmistamiseen: [249, 645, 400, 693]
section-heading: (EN) Product Specifications:: [60, 325, 165, 333]
spec-section: [60, 1154, 234, 1403]
section-heading: (SL) Specifikacije izdelka:: [249, 866, 345, 875]
spec-section: [817, 589, 991, 862]
barcode: [440, 1540, 740, 1632]
section-paragraph: Informações de segurança e avisos: Não exceder a carga máxima (150 kg). Usar apenas em superfícies estáveis, planas ou niveladas. Segurar sempre a pega para segurança adicional. Não usar de forma permanente ou como cadeira. Em ambientes húmidos, ter atenção ao risco de escorregamento. Crianças e pessoas com mobilidade reduzida apenas sob supervisão.: [1006, 426, 1180, 490]
section-paragraph: Conformità: Questo prodotto è conforme al regolamento sulla sicurezza dei prodotti dell'UE.: [817, 538, 977, 554]
spec-section: [1007, 589, 1181, 862]
spec-section: [249, 868, 423, 1149]
section-paragraph: Size: Step height 23 cm, tread surface 36 x 25.5 cm, handrail height adjustable 88 - 108 cm: [60, 333, 235, 350]
section-paragraph: Velikost: Višina stopnice 23 cm, površina stopnice 36 x 25,5 cm, ročaj za oprijem nastavljivo po višini 88 - 108 cm: [249, 875, 417, 900]
section-paragraph: Pokyny na skladovanie: Po použití vyčistiť a skladovať suché. Skladovať na chladnom, suchom mieste, aby sa zabránilo korózii chromovanej ocele. Nohy a plochu schodníka zbaviť nečistôt a chrániť pred priamym slnečným žiarením.: [438, 1043, 610, 1083]
barcode-bar: [461, 1540, 463, 1610]
info-value: Step with height-adjustable handrail, chrome, 88 - 108 cm: [208, 170, 707, 190]
section-paragraph: Инструкции за съхранение: Почиствайте след употреба и съхранявайте на сухо. Съхранявайте на хладно, сухо място, за да избегнете корозия на хромираната стомана. Почиствайте краката и повърхността на стъпалото от мръсотия и пазете от пряка слънчева светлина.: [1006, 1074, 1180, 1122]
barcode-bar: [517, 1540, 519, 1602]
section-heading: (ES) Especificaciones del producto:: [627, 325, 759, 333]
section-paragraph: Overholdelse: Dette produkt overholder EU's produktsikkerhedsforordning.: [627, 785, 776, 802]
section-paragraph: Материал: Дръжка: стомана хромирана, EVA; Крака: PPR, екологично чисто PVC; Повърхност на стъпалото: плоча от дървени влакна, MDF, EVA: [1006, 904, 1172, 936]
section-paragraph: Instrucțiuni de depozitare: După utilizare, curățați și depozitați uscat. Păstrați într-un loc răcoros și uscat pentru a evita coroziunea oțelului cromat. Curățați picioarele și suprafața de pas de murdărie și protejați de lumina directă a soarelui.: [60, 1330, 233, 1370]
section-paragraph: Safety Information & Warnings: Do not exceed maximum load (150 kg). Use only on stable, level or balanced surfaces. Always hold the handrail for additional safety. Do not use for prolonged periods or as a chair. When using in damp environments, be aware of slip hazard. Children and persons with limited mobility only to be used under supervision.: [60, 418, 234, 474]
age-label: 0-3: [527, 1710, 553, 1726]
spec-section: [249, 589, 423, 862]
section-paragraph: Opbevaringsinstruktioner: Rens efter brug og opbevar tørt. Opbevar på et køligt, tørt sted for at undgå korrosion af det forniklede stål. Fjern snavs fra fødder og trinoverflade og beskyt mod direkte sollys.: [627, 741, 794, 781]
section-heading: (DA) Produktspecifikationer:: [627, 588, 735, 597]
manufacturer-row: [60, 216, 1181, 240]
section-paragraph: Suurus: Astme kõrgus 23 cm, astmela 36 x 25,5 cm, käepide reguleeritav 88 - 108 cm: [817, 1162, 991, 1178]
section-paragraph: Tárolási utasítások: Használat után tisztítsa meg és szárazon tárolja. Hűvös, száraz helyen tárolja, hogy megakadályozza a krómbevonatú acél korrózióját. Tisztítsa meg a lábakat és a lépőfelületet a szennyeződéstől, és védje a közvetlen napfénytől.: [627, 1043, 799, 1083]
barcode-bar: [568, 1540, 571, 1602]
barcode-bar: [634, 1540, 639, 1602]
product-info: [60, 168, 1181, 288]
section-paragraph: Mărime: Înălțimea treptei 23 cm, suprafața de pas 36 x 25,5 cm, mâner reglabil pe înălțime 88 - 108 cm: [60, 1162, 227, 1186]
barcode-bar: [533, 1540, 535, 1602]
section-paragraph: Forventet bruk: For sikker tilgang til høyere plasserte gjenstander i husholdningen, kjøkken eller hyller, også på ujevnt underlag; egnet for bruk i hager eller byggeplasser for stabile oppstigninger: [817, 645, 990, 678]
section-paragraph: Navodila za shranjevanje: Po uporabi očistite in shranite suho. Hranite na hladnem, suhem mestu, da preprečite korozijo kromiranega jekla. Očistite noge in površino stopnice od umazanije ter zaščitite pred neposredno sončno svetlobo.: [249, 1043, 422, 1083]
barcode-bar: [472, 1540, 474, 1602]
barcode-bar: [624, 1540, 627, 1602]
section-paragraph: Предназначение употреба: За безопасно достигане на по-високо разположени предмети в домакинството, кухня или рафтове, дори на неравен терен; подходящ за употреба в градини или строителни площадки за стабилни изкачвания: [1006, 940, 1180, 988]
section-paragraph: Dydis: Pakopos aukštis 23 cm, pakopos paviršius 36 x 25,5 cm, laikiklis reguliuojamo aukščio 88 - 108 cm: [438, 1162, 611, 1186]
section-paragraph: Materijal: Držalo: čelik kromiran, EVA; Stopala: PPR, ekološki prihvatljivi PVC; Površina stepenika: ploča od drvenih vlakana, MDF, EVA: [249, 1190, 420, 1215]
barcode-bar: [605, 1540, 607, 1602]
section-paragraph: Konformität: Dieses Produkt entspricht der EU-Produktsicherheitsverordnung.: [249, 545, 404, 562]
section-paragraph: Uso pretendido: Para alcançar com segurança objetos mais altos em casa, cozinha ou prateleiras, também em superfícies irregulares; adequado para uso em jardins ou obras para subidas estáveis: [1006, 390, 1177, 422]
section-heading: (CS) Specifikace produktu:: [60, 866, 160, 875]
section-paragraph: Påtænkt anvendelse: Til sikker adgang til højt placeret genstande i husstand, køkken eller hylder, også på ujævnt underlag; egnet til brug i haver eller byggepladser for stabile opstigninger: [627, 645, 802, 678]
barcode-bar: [640, 1540, 643, 1610]
barcode-bar: [573, 1540, 575, 1602]
barcode-bar: [592, 1540, 595, 1602]
page-title: GPSR Label for : Step with height-adjustable handrail, chrome, 88 - 108 cm: [89, 59, 1152, 88]
section-paragraph: Conformitate: Acest produs este conform cu regulamentul UE privind siguranța produselor.: [60, 1374, 213, 1391]
country-row: [60, 240, 1181, 264]
barcode-bar: [554, 1540, 556, 1602]
info-value: Germany: [238, 242, 317, 262]
product-id-row: [60, 192, 1181, 216]
section-paragraph: Izmērs: Pakāpiena augstums 23 cm, soļošanas virsma 36 x 25,5 cm, rokturis regulējams augstumā 88 - 108 cm: [627, 1162, 799, 1186]
barcode-bar: [629, 1540, 631, 1602]
section-paragraph: Súlad: Tento výrobok spĺňa nariadenie EÚ o bezpečnosti výrobkov.: [438, 1087, 582, 1104]
section-paragraph: Säilytysohjeet: Puhdista käytön jälkeen ja säilytä kuivassa. Säilytä viileässä, kuivassa paikassa välttääksesi kromipinnoitteen teräksen korroosion. Puhdista jalat ja astinpinta lialta ja suojaa suoralta auringonvalolta.: [249, 765, 417, 805]
section-paragraph: Material: Griff: Stahl verchromt, EVA; Füße: PPR, umweltfreundliches PVC; Oberfläche der Stufe: Holzfaserplatte, MDF, EVA: [249, 354, 408, 378]
section-heading: (FI) Tuotetiedot:: [249, 588, 311, 597]
